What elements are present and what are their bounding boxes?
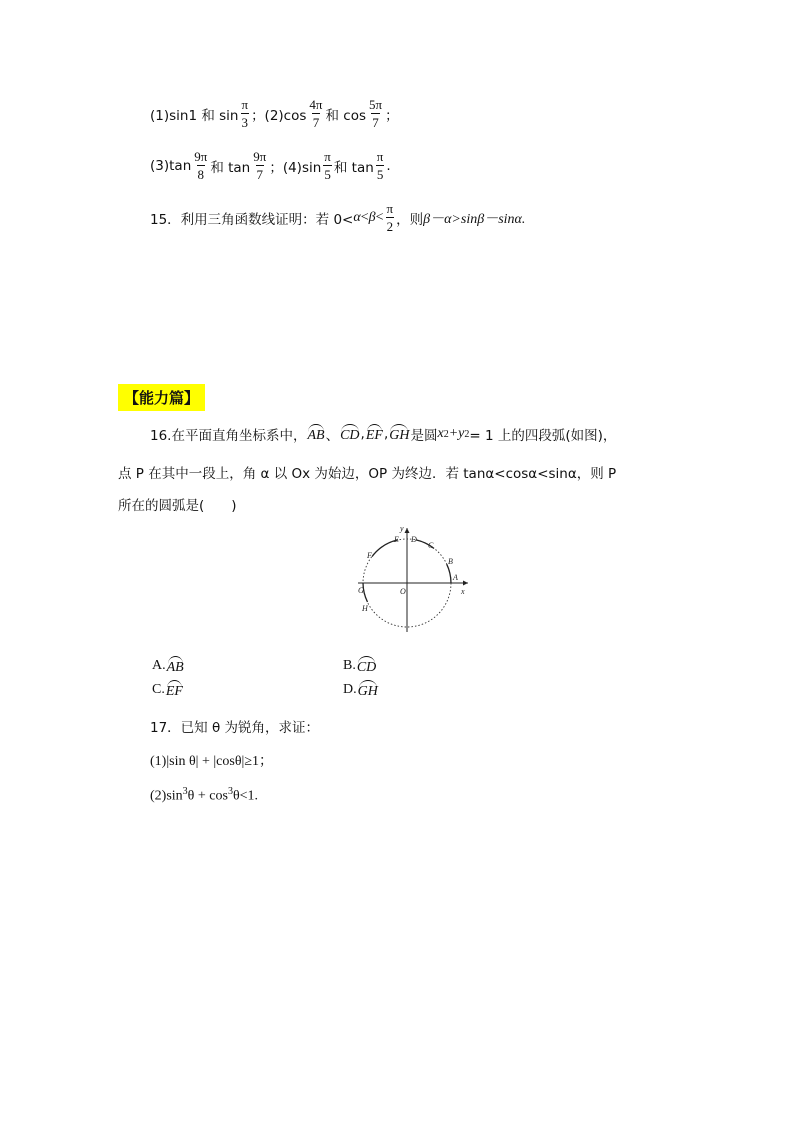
q14-part2-text: ；(2)cos — [251, 107, 307, 124]
arc-label: CD — [340, 424, 359, 444]
fraction: $\frac{\pi}{3}$ — [241, 97, 249, 130]
option-a[interactable]: A. AB — [152, 658, 184, 675]
unit-circle-figure — [350, 520, 476, 636]
fraction: $\frac{9\pi}{7}$ — [253, 149, 267, 182]
q15: 15．利用三角函数线证明：若 0< α < β < $\frac{\pi}{2}$ ，则 β－α>sinβ－sinα. — [150, 201, 526, 234]
q14-line2: (3)tan $\frac{9\pi}{8}$ 和 tan $\frac{9\pi}{7}$ ；(4)sin $\frac{\pi}{5}$ 和 tan $\frac{\pi}{5}$ . — [150, 149, 391, 182]
q16-line2: 点 P 在其中一段上，角 α 以 Ox 为始边，OP 为终边．若 tanα<cosα<sinα，则 P — [118, 466, 617, 482]
fraction: $\frac{\pi}{2}$ — [386, 201, 394, 234]
fraction: $\frac{\pi}{5}$ — [324, 149, 331, 182]
label-B: B — [448, 557, 453, 566]
label-D: D — [411, 535, 417, 544]
q14-line1: (1)sin1 和 sin $\frac{\pi}{3}$ ；(2)cos $\frac{4\pi}{7}$ 和 cos $\frac{5\pi}{7}$ ； — [150, 97, 399, 130]
arc-label: GH — [389, 424, 409, 444]
label-F: F — [367, 551, 372, 560]
option-d[interactable]: D. GH — [343, 682, 378, 699]
label-A: A — [453, 573, 458, 582]
option-c[interactable]: C. EF — [152, 682, 183, 699]
label-x: x — [461, 587, 465, 596]
arc-AB — [447, 564, 451, 583]
label-y: y — [400, 524, 404, 533]
y-axis-arrow — [405, 528, 410, 533]
label-G: G — [358, 586, 364, 595]
q17-part1: (1)|sin θ| + |cosθ|≥1； — [150, 754, 274, 769]
label-C: C — [428, 541, 434, 550]
q16-line1: 16.在平面直角坐标系中， AB 、 CD , EF , GH 是圆 x 2 +y 2 = 1 上的四段弧(如图)， — [150, 426, 617, 444]
arc-label: EF — [366, 424, 383, 444]
q14-part1-text: (1)sin1 和 sin — [150, 107, 239, 124]
arc-label: AB — [307, 424, 324, 444]
option-b[interactable]: B. CD — [343, 658, 377, 675]
label-H: H — [362, 604, 368, 613]
x-axis-arrow — [463, 581, 468, 586]
label-E: E — [394, 535, 399, 544]
fraction: $\frac{5\pi}{7}$ — [369, 97, 383, 130]
fraction: $\frac{9\pi}{8}$ — [194, 149, 208, 182]
label-O: O — [400, 587, 406, 596]
fraction: $\frac{\pi}{5}$ — [376, 149, 384, 182]
section-heading: 【能力篇】 — [118, 384, 205, 411]
fraction: $\frac{4\pi}{7}$ — [309, 97, 323, 130]
q17-stem: 17．已知 θ 为锐角，求证： — [150, 720, 320, 736]
q16-line3: 所在的圆弧是( ) — [118, 498, 237, 514]
q17-part2: $(2)\sin^3\theta + \cos^3\theta<1$. — [150, 786, 259, 804]
